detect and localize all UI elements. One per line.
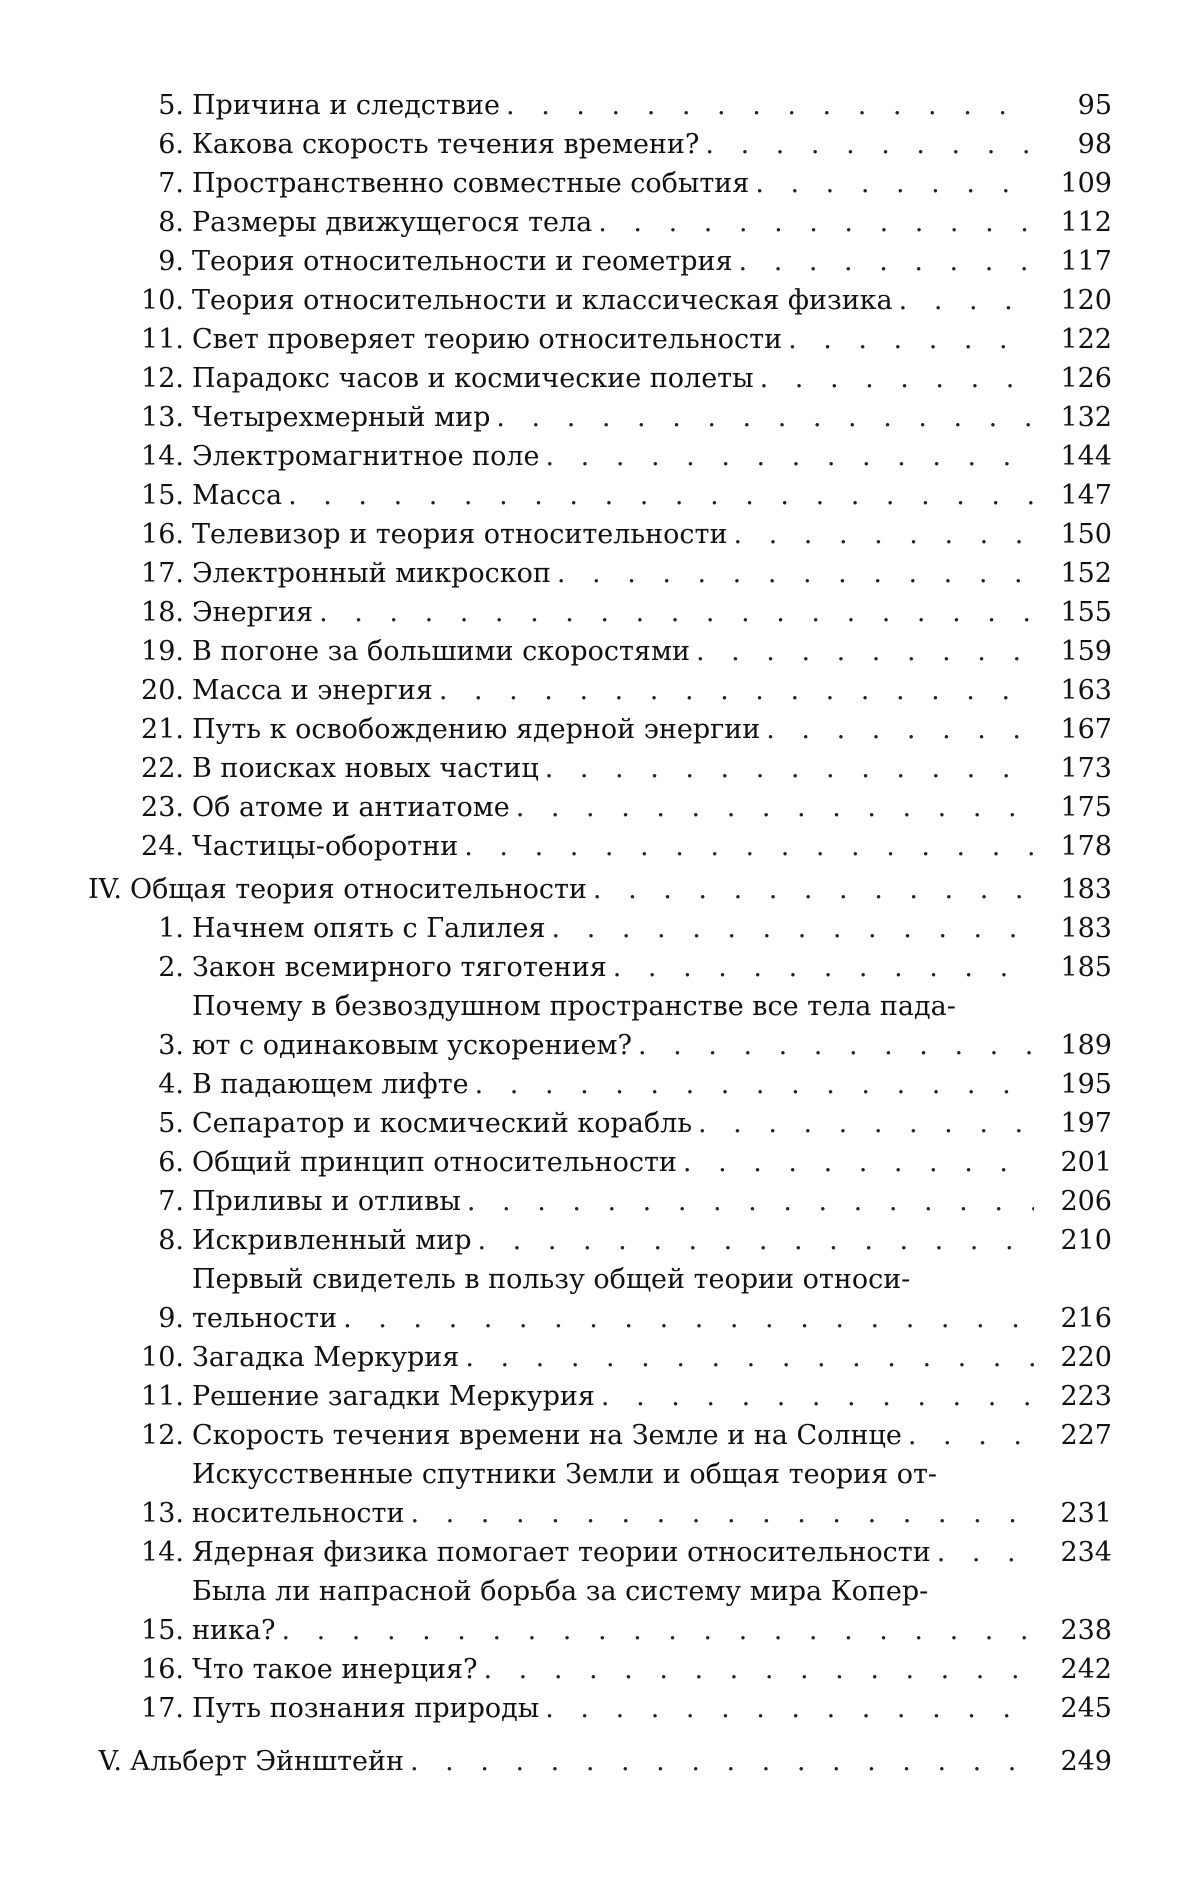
toc-entry	[72, 632, 1112, 671]
toc-entry-number: 21.	[72, 710, 192, 749]
toc-entry-number: 5.	[72, 86, 192, 125]
dot-leader: . . . . . . . . . . . . . . . . . . . . .	[282, 476, 1034, 515]
toc-entry	[72, 1455, 1112, 1533]
toc-entry	[72, 281, 1112, 320]
toc-entry-title: Причина и следствие	[192, 86, 500, 125]
toc-page-number: 150	[1034, 515, 1112, 554]
toc-entry-number: 5.	[72, 1104, 192, 1143]
dot-leader: . . . . . . . . . . . . . . . . . .	[404, 1742, 1034, 1781]
toc-entry-number: 15.	[72, 476, 192, 515]
toc-entry-title-line1: Первый свидетель в пользу общей теории относи-	[192, 1260, 1034, 1299]
toc-entry-line	[192, 1689, 1034, 1728]
toc-entry-line	[192, 1533, 1034, 1572]
toc-entry-number: 13.	[72, 1494, 192, 1533]
toc-entry-line	[192, 1494, 1034, 1533]
toc-page-number: 234	[1034, 1533, 1112, 1572]
toc-entry-body	[192, 125, 1034, 164]
toc-entry-body	[192, 1260, 1034, 1338]
toc-page-number: 201	[1034, 1143, 1112, 1182]
toc-entry-line	[192, 476, 1034, 515]
toc-entry	[72, 987, 1112, 1065]
toc-entry-line	[192, 1104, 1034, 1143]
toc-entry-title: Загадка Меркурия	[192, 1338, 459, 1377]
toc-entry-body	[192, 987, 1034, 1065]
toc-entry-line	[192, 125, 1034, 164]
toc-entry-line	[192, 320, 1034, 359]
dot-leader: . . . . . . . . . . . . . . . .	[478, 1650, 1035, 1689]
toc-entry-number: 17.	[72, 554, 192, 593]
toc-entry-title: Электронный микроскоп	[192, 554, 551, 593]
dot-leader: . . . . . . . . . . . . . .	[551, 554, 1034, 593]
toc-page-number: 242	[1034, 1650, 1112, 1689]
toc-page-number: 195	[1034, 1065, 1112, 1104]
toc-entry	[72, 671, 1112, 710]
dot-leader: . . . . . . . . . .	[690, 632, 1034, 671]
dot-leader: . . . . . . . .	[760, 710, 1034, 749]
dot-leader: . . . . . . . . . . . . . . . .	[472, 1221, 1035, 1260]
toc-entry	[72, 125, 1112, 164]
toc-entry-line	[192, 909, 1034, 948]
toc-entry-number: 3.	[72, 1026, 192, 1065]
toc-entry-body	[192, 827, 1034, 866]
toc-entry-body	[192, 788, 1034, 827]
table-of-contents	[72, 86, 1112, 1781]
toc-entry-body	[192, 632, 1034, 671]
toc-entry	[72, 909, 1112, 948]
toc-entry-body	[192, 710, 1034, 749]
toc-entry	[72, 515, 1112, 554]
toc-entry-body	[192, 1065, 1034, 1104]
toc-entry-title: Общая теория относительности	[130, 870, 587, 909]
toc-entry-number: 11.	[72, 1377, 192, 1416]
toc-entry	[72, 359, 1112, 398]
dot-leader: . . . . . . . . . . . . . . . .	[461, 1182, 1034, 1221]
dot-leader: . . . . . . . . . . . . . .	[540, 437, 1034, 476]
toc-entry-title: Начнем опять с Галилея	[192, 909, 546, 948]
toc-entry-number: 22.	[72, 749, 192, 788]
toc-entry	[72, 1221, 1112, 1260]
toc-entry-number: 23.	[72, 788, 192, 827]
dot-leader: . . . .	[902, 1416, 1034, 1455]
dot-leader: . . . . . . . .	[733, 242, 1034, 281]
toc-part-entry	[72, 870, 1112, 909]
toc-entry-body	[192, 476, 1034, 515]
toc-entry-title: Энергия	[192, 593, 313, 632]
toc-entry-line	[192, 1611, 1034, 1650]
toc-entry-line	[130, 870, 1034, 909]
toc-entry-body	[192, 203, 1034, 242]
toc-entry-body	[192, 909, 1034, 948]
toc-entry-title: тельности	[192, 1299, 337, 1338]
toc-entry-number: 6.	[72, 125, 192, 164]
toc-entry	[72, 203, 1112, 242]
toc-entry-number: 12.	[72, 1416, 192, 1455]
toc-entry-title: Масса	[192, 476, 282, 515]
toc-entry-body	[192, 437, 1034, 476]
toc-entry-body	[192, 1650, 1034, 1689]
toc-entry-number: 14.	[72, 437, 192, 476]
toc-entry-line	[192, 788, 1034, 827]
dot-leader: . . . . . . .	[782, 320, 1034, 359]
toc-entry-title: Электромагнитное поле	[192, 437, 540, 476]
dot-leader: . . . . . . . . . . . .	[607, 948, 1034, 987]
toc-entry-number: 1.	[72, 909, 192, 948]
toc-entry-line	[130, 1742, 1034, 1781]
toc-entry-body	[192, 1416, 1034, 1455]
toc-entry-title: Теория относительности и геометрия	[192, 242, 733, 281]
toc-entry-body	[192, 1455, 1034, 1533]
toc-entry-title-line1: Была ли напрасной борьба за систему мира Копер-	[192, 1572, 1034, 1611]
toc-entry-line	[192, 1299, 1034, 1338]
toc-page-number: 220	[1034, 1338, 1112, 1377]
dot-leader: . . . . . . . . . . . .	[592, 203, 1034, 242]
toc-entry	[72, 1182, 1112, 1221]
toc-entry-line	[192, 515, 1034, 554]
toc-entry-line	[192, 1026, 1034, 1065]
toc-entry-number: 9.	[72, 1299, 192, 1338]
toc-page-number: 120	[1034, 281, 1112, 320]
toc-entry-title-line1: Почему в безвоздушном пространстве все тела пада-	[192, 987, 1034, 1026]
toc-part-entry	[72, 1742, 1112, 1781]
toc-entry-body	[192, 1143, 1034, 1182]
toc-page-number: 175	[1034, 788, 1112, 827]
toc-entry-body	[130, 1742, 1034, 1781]
toc-entry-line	[192, 242, 1034, 281]
toc-entry-title: Искривленный мир	[192, 1221, 472, 1260]
toc-entry-title: Что такое инерция?	[192, 1650, 478, 1689]
toc-entry	[72, 1533, 1112, 1572]
dot-leader: . . . .	[893, 281, 1034, 320]
dot-leader: . . . . . . . . . . . . .	[587, 870, 1034, 909]
toc-entry-number: 20.	[72, 671, 192, 710]
dot-leader: . . . . . . . . . .	[677, 1143, 1034, 1182]
toc-entry-title: Приливы и отливы	[192, 1182, 461, 1221]
toc-entry-body	[192, 1221, 1034, 1260]
toc-entry-line	[192, 437, 1034, 476]
toc-entry-number: 8.	[72, 1221, 192, 1260]
toc-entry-number: 10.	[72, 1338, 192, 1377]
toc-entry-title: Путь познания природы	[192, 1689, 539, 1728]
toc-entry-number: 13.	[72, 398, 192, 437]
toc-entry-line	[192, 827, 1034, 866]
toc-entry	[72, 1377, 1112, 1416]
toc-entry-number: 16.	[72, 1650, 192, 1689]
toc-entry-line	[192, 1416, 1034, 1455]
toc-entry-number: 16.	[72, 515, 192, 554]
toc-entry	[72, 437, 1112, 476]
toc-entry	[72, 827, 1112, 866]
toc-entry-body	[192, 1104, 1034, 1143]
toc-entry-title: Какова скорость течения времени?	[192, 125, 699, 164]
toc-entry-number: 7.	[72, 164, 192, 203]
toc-entry	[72, 593, 1112, 632]
toc-entry-number: 9.	[72, 242, 192, 281]
toc-entry-title: Скорость течения времени на Земле и на Солнце	[192, 1416, 902, 1455]
toc-entry-title: Пространственно совместные события	[192, 164, 749, 203]
dot-leader: . . . . . . . . . . . . . . . . . . . . .	[275, 1611, 1034, 1650]
toc-page-number: 159	[1034, 632, 1112, 671]
toc-entry-line	[192, 203, 1034, 242]
toc-entry-line	[192, 1221, 1034, 1260]
toc-entry	[72, 1065, 1112, 1104]
toc-entry	[72, 1104, 1112, 1143]
toc-entry	[72, 1416, 1112, 1455]
toc-page-number: 163	[1034, 671, 1112, 710]
toc-page-number: 227	[1034, 1416, 1112, 1455]
toc-entry-line	[192, 86, 1034, 125]
toc-entry-line	[192, 398, 1034, 437]
dot-leader: . . . . . . . . . . . . . .	[546, 909, 1034, 948]
toc-entry-title: Теория относительности и классическая физика	[192, 281, 893, 320]
toc-entry	[72, 1572, 1112, 1650]
toc-entry	[72, 1143, 1112, 1182]
toc-entry	[72, 749, 1112, 788]
toc-page-number: 144	[1034, 437, 1112, 476]
toc-page-number: 178	[1034, 827, 1112, 866]
toc-entry-title: Общий принцип относительности	[192, 1143, 677, 1182]
dot-leader: . . . . . . . . . . . . . . . .	[459, 1338, 1034, 1377]
toc-entry-line	[192, 281, 1034, 320]
toc-entry-body	[192, 1572, 1034, 1650]
toc-entry-line	[192, 164, 1034, 203]
toc-entry-title: Парадокс часов и космические полеты	[192, 359, 754, 398]
toc-entry-line	[192, 1650, 1034, 1689]
toc-page-number: 183	[1034, 870, 1112, 909]
toc-page-number: 167	[1034, 710, 1112, 749]
toc-entry	[72, 1260, 1112, 1338]
toc-entry-line	[192, 1338, 1034, 1377]
toc-entry	[72, 164, 1112, 203]
toc-entry-number: 14.	[72, 1533, 192, 1572]
toc-entry-line	[192, 749, 1034, 788]
toc-entry-title: Масса и энергия	[192, 671, 433, 710]
toc-entry-number: 18.	[72, 593, 192, 632]
toc-entry-body	[192, 281, 1034, 320]
toc-entry-body	[192, 1338, 1034, 1377]
dot-leader: . . . . . . . . . . . . . . . . . . . .	[337, 1299, 1034, 1338]
toc-entry-line	[192, 359, 1034, 398]
toc-entry	[72, 1338, 1112, 1377]
toc-entry-title: Свет проверяет теорию относительности	[192, 320, 782, 359]
toc-entry-body	[192, 1377, 1034, 1416]
toc-entry-line	[192, 948, 1034, 987]
toc-entry-body	[130, 870, 1034, 909]
toc-page-number: 223	[1034, 1377, 1112, 1416]
toc-entry-line	[192, 593, 1034, 632]
toc-entry	[72, 320, 1112, 359]
toc-page-number: 210	[1034, 1221, 1112, 1260]
toc-page-number: 117	[1034, 242, 1112, 281]
dot-leader: . . . . . . . . . . . . . . . . . . . .	[313, 593, 1034, 632]
toc-entry	[72, 1689, 1112, 1728]
toc-entry-line	[192, 1182, 1034, 1221]
dot-leader: . . . . . . . . . . .	[632, 1026, 1034, 1065]
toc-page-number: 152	[1034, 554, 1112, 593]
toc-entry-title: ют с одинаковым ускорением?	[192, 1026, 632, 1065]
toc-page-number: 231	[1034, 1494, 1112, 1533]
toc-entry-title-line1: Искусственные спутники Земли и общая теория от-	[192, 1455, 1034, 1494]
dot-leader: . . . . . . . . . . . . . . . .	[458, 827, 1034, 866]
toc-entry	[72, 710, 1112, 749]
toc-entry-title: В падающем лифте	[192, 1065, 469, 1104]
toc-entry-line	[192, 710, 1034, 749]
toc-entry-line	[192, 1377, 1034, 1416]
dot-leader: . . . . . . . .	[754, 359, 1034, 398]
toc-entry-title: Телевизор и теория относительности	[192, 515, 727, 554]
toc-page-number: 95	[1034, 86, 1112, 125]
toc-entry-line	[192, 1143, 1034, 1182]
dot-leader: . . . . . . . . . .	[692, 1104, 1034, 1143]
toc-entry	[72, 476, 1112, 515]
toc-entry-body	[192, 554, 1034, 593]
toc-entry-title: Ядерная физика помогает теории относительности	[192, 1533, 931, 1572]
toc-page-number: 183	[1034, 909, 1112, 948]
toc-entry-number: 7.	[72, 1182, 192, 1221]
toc-entry-line	[192, 671, 1034, 710]
toc-entry	[72, 242, 1112, 281]
toc-entry-title: Четырехмерный мир	[192, 398, 490, 437]
toc-entry-title: Размеры движущегося тела	[192, 203, 592, 242]
dot-leader: . . . . . . . . .	[727, 515, 1034, 554]
dot-leader: . . . . . . . . . . . . . . .	[500, 86, 1034, 125]
toc-entry-title: Частицы-оборотни	[192, 827, 458, 866]
toc-page-number: 109	[1034, 164, 1112, 203]
toc-entry-number: 11.	[72, 320, 192, 359]
dot-leader: . . . . . . . . . . . .	[595, 1377, 1034, 1416]
toc-page-number: 132	[1034, 398, 1112, 437]
toc-page-number: 173	[1034, 749, 1112, 788]
toc-entry-body	[192, 1689, 1034, 1728]
toc-entry	[72, 948, 1112, 987]
toc-entry	[72, 86, 1112, 125]
toc-entry	[72, 788, 1112, 827]
toc-entry-body	[192, 242, 1034, 281]
toc-entry-body	[192, 1182, 1034, 1221]
toc-entry-body	[192, 86, 1034, 125]
dot-leader: . . . . . . . . . . . . . . . .	[469, 1065, 1034, 1104]
toc-entry	[72, 398, 1112, 437]
toc-entry	[72, 1650, 1112, 1689]
dot-leader: . . . . . . . . . . . . . . . . .	[433, 671, 1034, 710]
toc-page-number: 216	[1034, 1299, 1112, 1338]
toc-entry-line	[192, 554, 1034, 593]
toc-entry-number: IV.	[72, 870, 130, 909]
dot-leader: . . . . . . . .	[749, 164, 1034, 203]
toc-entry-title: В погоне за большими скоростями	[192, 632, 690, 671]
toc-page-number: 112	[1034, 203, 1112, 242]
dot-leader: . . . . . . . . .	[699, 125, 1034, 164]
toc-page-number: 189	[1034, 1026, 1112, 1065]
toc-entry-title: носительности	[192, 1494, 404, 1533]
toc-page-number: 122	[1034, 320, 1112, 359]
toc-entry-title: Закон всемирного тяготения	[192, 948, 607, 987]
toc-entry-body	[192, 398, 1034, 437]
toc-entry-body	[192, 749, 1034, 788]
toc-entry-body	[192, 164, 1034, 203]
toc-entry-line	[192, 632, 1034, 671]
toc-entry-line	[192, 1065, 1034, 1104]
toc-page-number: 147	[1034, 476, 1112, 515]
toc-page-number: 197	[1034, 1104, 1112, 1143]
dot-leader: . . . . . . . . . . . . . . .	[510, 788, 1034, 827]
dot-leader: . . . . . . . . . . . . . .	[539, 1689, 1034, 1728]
dot-leader: . . . . . . . . . . . . . . .	[490, 398, 1034, 437]
toc-entry-body	[192, 359, 1034, 398]
dot-leader: . . . . . . . . . . . . . .	[539, 749, 1034, 788]
toc-page-number: 185	[1034, 948, 1112, 987]
toc-page-number: 98	[1034, 125, 1112, 164]
toc-entry-body	[192, 671, 1034, 710]
toc-entry-body	[192, 593, 1034, 632]
toc-entry-title: Об атоме и антиатоме	[192, 788, 510, 827]
toc-entry-body	[192, 515, 1034, 554]
toc-page-number: 206	[1034, 1182, 1112, 1221]
toc-entry-number: 12.	[72, 359, 192, 398]
toc-page-number: 126	[1034, 359, 1112, 398]
toc-entry-body	[192, 320, 1034, 359]
toc-entry-number: 4.	[72, 1065, 192, 1104]
dot-leader: . . .	[931, 1533, 1034, 1572]
toc-entry-title: Альберт Эйнштейн	[130, 1742, 404, 1781]
toc-entry-number: 6.	[72, 1143, 192, 1182]
dot-leader: . . . . . . . . . . . . . . . . . .	[404, 1494, 1034, 1533]
toc-entry-number: V.	[72, 1742, 130, 1781]
toc-page-number: 155	[1034, 593, 1112, 632]
toc-entry-number: 2.	[72, 948, 192, 987]
toc-entry-title: ника?	[192, 1611, 275, 1650]
toc-entry-title: Путь к освобождению ядерной энергии	[192, 710, 760, 749]
toc-entry-title: В поисках новых частиц	[192, 749, 539, 788]
toc-entry-title: Решение загадки Меркурия	[192, 1377, 595, 1416]
toc-page-number: 249	[1034, 1742, 1112, 1781]
toc-entry-number: 15.	[72, 1611, 192, 1650]
toc-entry-number: 19.	[72, 632, 192, 671]
toc-entry-number: 24.	[72, 827, 192, 866]
toc-entry-body	[192, 1533, 1034, 1572]
toc-entry-number: 10.	[72, 281, 192, 320]
toc-entry-body	[192, 948, 1034, 987]
toc-entry	[72, 554, 1112, 593]
toc-page-number: 238	[1034, 1611, 1112, 1650]
toc-entry-number: 17.	[72, 1689, 192, 1728]
toc-page-number: 245	[1034, 1689, 1112, 1728]
toc-entry-number: 8.	[72, 203, 192, 242]
toc-entry-title: Сепаратор и космический корабль	[192, 1104, 692, 1143]
